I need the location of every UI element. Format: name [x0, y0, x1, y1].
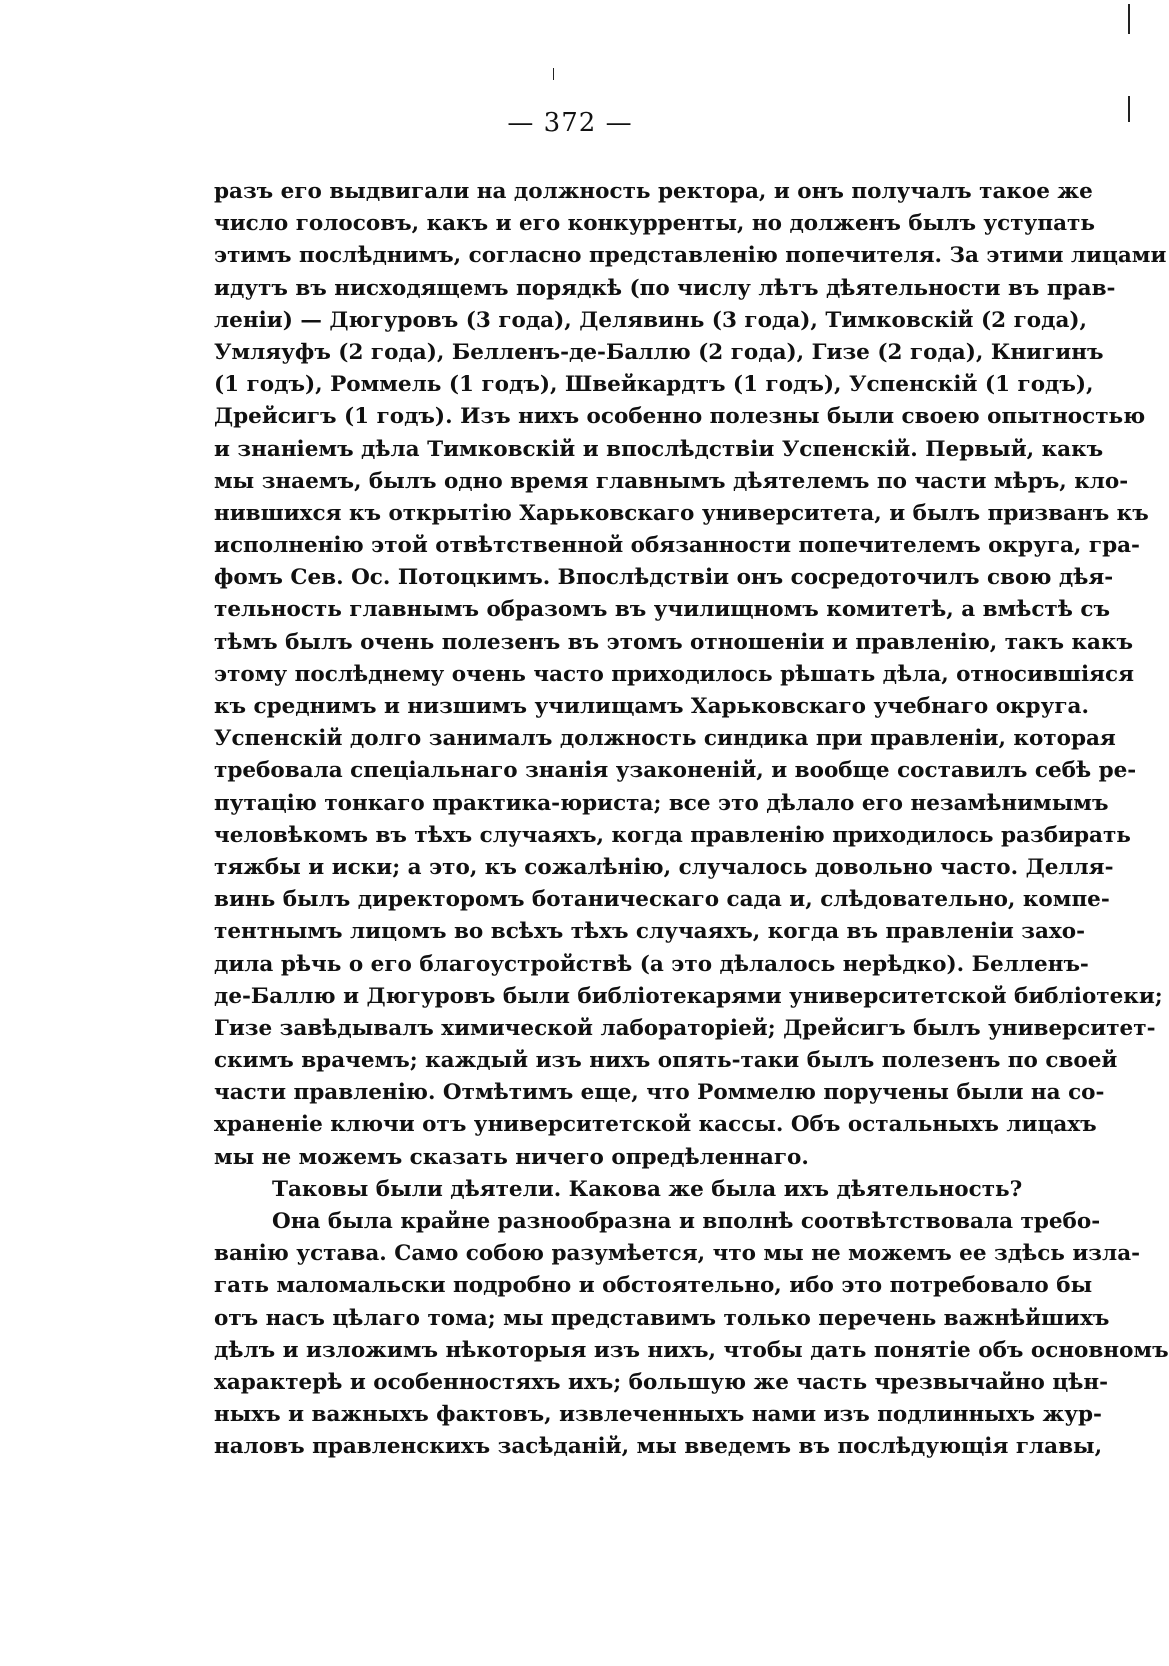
text-line: храненіе ключи отъ университетской кассы. Объ остальныхъ лицахъ [214, 1112, 1097, 1138]
text-line: скимъ врачемъ; каждый изъ нихъ опять-таки былъ полезенъ по своей [214, 1048, 1118, 1074]
text-line: къ среднимъ и низшимъ училищамъ Харьковскаго учебнаго округа. [214, 694, 1089, 719]
text-line: Умляуфъ (2 года), Белленъ-де-Баллю (2 года), Гизе (2 года), Книгинъ [214, 339, 1104, 365]
text-line: дѣлъ и изложимъ нѣкоторыя изъ нихъ, чтобы дать понятіе объ основномъ [214, 1337, 1169, 1363]
text-line: мы не можемъ сказать ничего опредѣленнаго. [214, 1144, 809, 1170]
text-line: этому послѣднему очень часто приходилось рѣшать дѣла, относившіяся [214, 661, 1135, 687]
text-line: этимъ послѣднимъ, согласно представленію попечителя. За этими лицами [214, 243, 1167, 269]
text-line: тѣмъ былъ очень полезенъ въ этомъ отношеніи и правленію, такъ какъ [214, 629, 1133, 655]
text-line: фомъ Сев. Ос. Потоцкимъ. Впослѣдствіи онъ сосредоточилъ свою дѣя- [214, 565, 1114, 591]
text-line: леніи) — Дюгуровъ (3 года), Делявинь (3 года), Тимковскій (2 года), [214, 307, 1088, 333]
text-line: Дрейсигъ (1 годъ). Изъ нихъ особенно полезны были своею опытностью [214, 404, 1146, 430]
text-line: разъ его выдвигали на должность ректора, и онъ получалъ такое же [214, 179, 1093, 204]
text-line: мы знаемъ, былъ одно время главнымъ дѣятелемъ по части мѣръ, кло- [214, 468, 1129, 494]
text-line: и знаніемъ дѣла Тимковскій и впослѣдствіи Успенскій. Первый, какъ [214, 436, 1104, 462]
text-line: нившихся къ открытію Харьковскаго университета, и былъ призванъ къ [214, 500, 1149, 526]
text-line: характерѣ и особенностяхъ ихъ; большую же часть чрезвычайно цѣн- [214, 1369, 1109, 1395]
text-line: Она была крайне разнообразна и вполнѣ соотвѣтствовала требо- [272, 1209, 1101, 1234]
text-line: ванію устава. Само собою разумѣется, что мы не можемъ ее здѣсь изла- [214, 1241, 1141, 1267]
body-text [214, 176, 1169, 1464]
text-line: (1 годъ), Роммель (1 годъ), Швейкардтъ (1 годъ), Успенскій (1 годъ), [214, 372, 1094, 398]
text-line: тентнымъ лицомъ во всѣхъ тѣхъ случаяхъ, когда въ правленіи захо- [214, 919, 1086, 945]
text-line: идутъ въ нисходящемъ порядкѣ (по числу лѣтъ дѣятельности въ прав- [214, 275, 1116, 301]
text-line: Таковы были дѣятели. Какова же была ихъ дѣятельность? [272, 1176, 1023, 1202]
text-line: части правленію. Отмѣтимъ еще, что Роммелю поручены были на со- [214, 1080, 1105, 1106]
text-line: исполненію этой отвѣтственной обязанности попечителемъ округа, гра- [214, 533, 1140, 559]
text-line: человѣкомъ въ тѣхъ случаяхъ, когда правленію приходилось разбирать [214, 822, 1131, 848]
text-line: тяжбы и иски; а это, къ сожалѣнію, случалось довольно часто. Делля- [214, 854, 1114, 880]
text-line: тельность главнымъ образомъ въ училищномъ комитетѣ, а вмѣстѣ съ [214, 597, 1110, 623]
scan-edge-mark [1128, 4, 1130, 34]
text-line: отъ насъ цѣлаго тома; мы представимъ только перечень важнѣйшихъ [214, 1305, 1110, 1331]
scan-edge-mark [553, 68, 554, 80]
text-line: гать маломальски подробно и обстоятельно, ибо это потребовало бы [214, 1273, 1093, 1299]
text-line: Гизе завѣдывалъ химической лабораторіей; Дрейсигъ былъ университет- [214, 1015, 1156, 1041]
text-line: ныхъ и важныхъ фактовъ, извлеченныхъ нами изъ подлинныхъ жур- [214, 1402, 1102, 1428]
text-line: Успенскій долго занималъ должность синдика при правленіи, которая [214, 726, 1116, 752]
text-line: де-Баллю и Дюгуровъ были библіотекарями университетской библіотеки; [214, 983, 1163, 1009]
text-line: наловъ правленскихъ засѣданій, мы введемъ въ послѣдующія главы, [214, 1434, 1103, 1460]
text-line: дила рѣчь о его благоустройствѣ (а это дѣлалось нерѣдко). Белленъ- [214, 951, 1089, 977]
text-line: винь былъ директоромъ ботаническаго сада и, слѣдовательно, компе- [214, 887, 1110, 913]
page-number: — 372 — [507, 108, 633, 138]
text-line: требовала спеціальнаго знанія узаконеній, и вообще составилъ себѣ ре- [214, 758, 1137, 784]
text-line: число голосовъ, какъ и его конкурренты, но долженъ былъ уступать [214, 211, 1095, 237]
text-line: путацію тонкаго практика-юриста; все это дѣлало его незамѣнимымъ [214, 790, 1109, 816]
